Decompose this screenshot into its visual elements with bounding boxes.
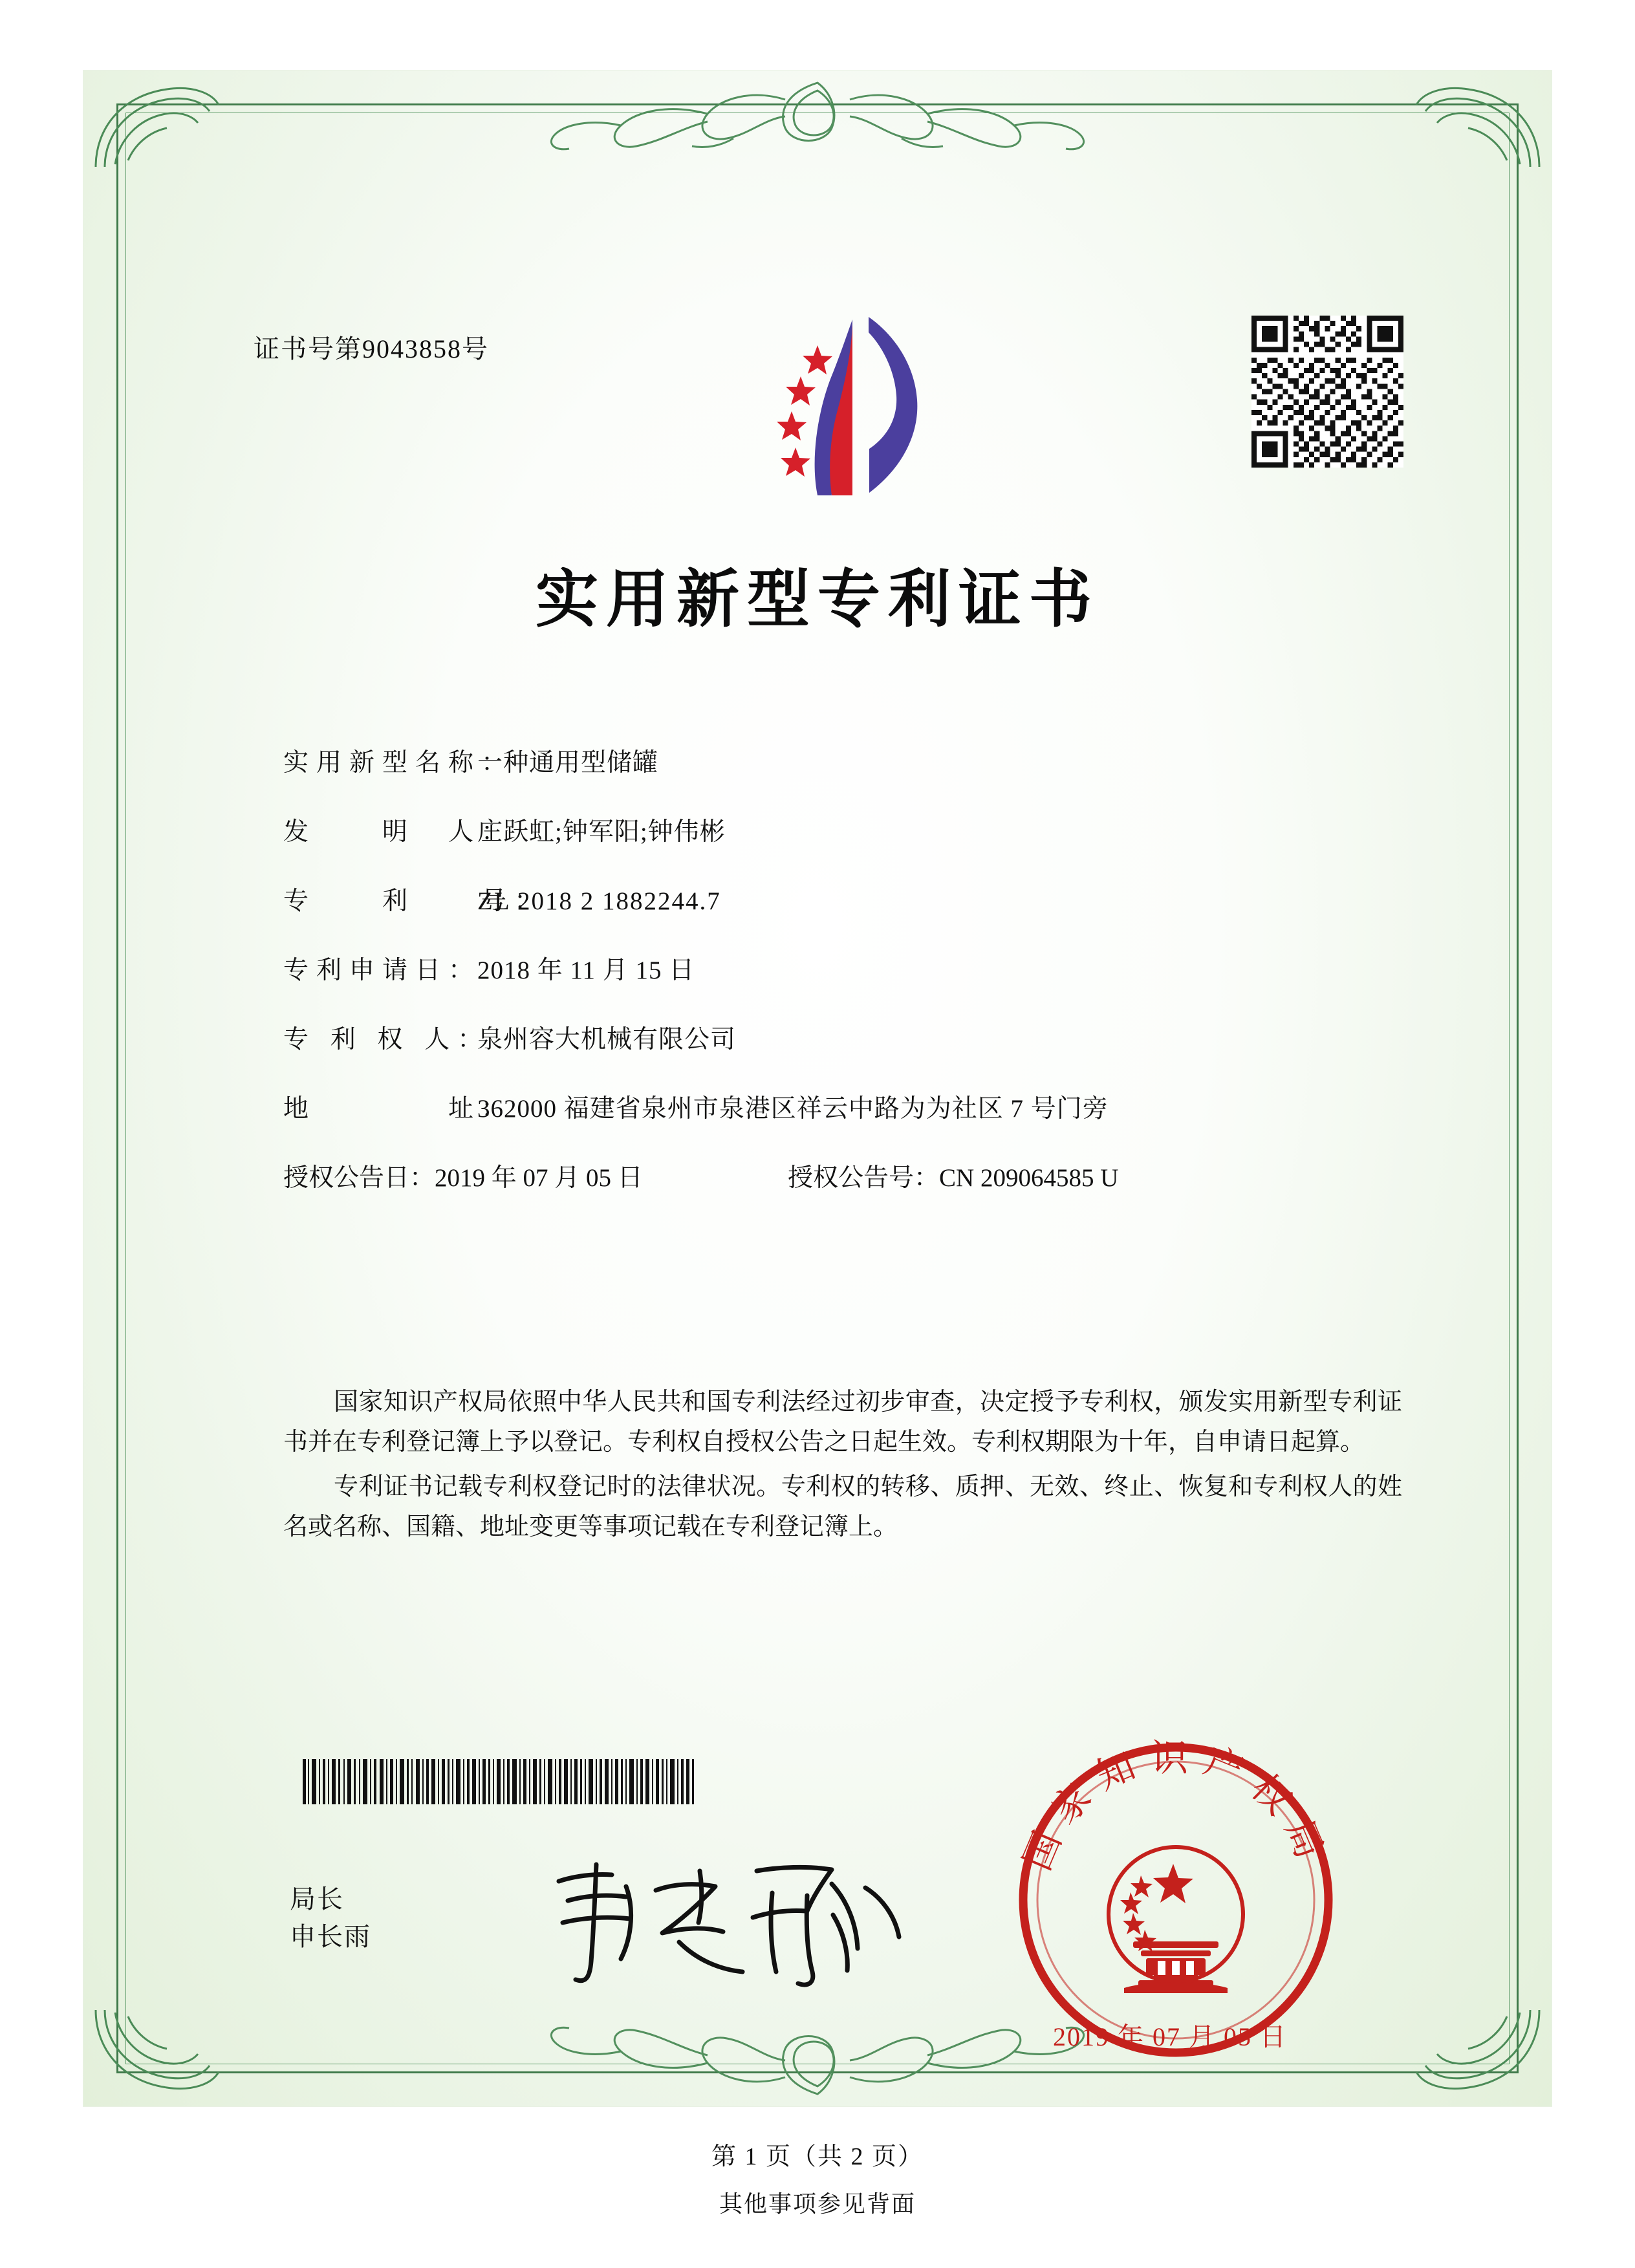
certificate-number: 证书号第9043858号 xyxy=(254,334,489,363)
field-row-grant xyxy=(283,1158,1403,1194)
handwritten-signature xyxy=(529,1845,930,1994)
commissioner-block xyxy=(290,1881,371,1956)
commissioner-name: 申长雨 xyxy=(290,1922,371,1951)
back-note: 其他事项参见背面 xyxy=(719,2191,916,2217)
grant-number-label: 授权公告号： xyxy=(788,1164,940,1192)
legal-text xyxy=(283,1383,1402,1552)
cnipa-logo-icon xyxy=(755,309,969,503)
page-title: 实用新型专利证书 xyxy=(536,562,1099,636)
field-row-patent-number xyxy=(283,881,1403,917)
commissioner-title: 局长 xyxy=(290,1885,344,1914)
field-label: 发 明 人： xyxy=(283,818,515,846)
field-row-application-date xyxy=(283,950,1403,986)
field-label: 专 利 号： xyxy=(283,887,548,915)
page-footer: 第 1 页（共 2 页） xyxy=(711,2143,924,2170)
paragraph-2: 专利证书记载专利权登记时的法律状况。专利权的转移、质押、无效、终止、恢复和专利权人的姓名或名称、国籍、地址变更等事项记载在专利登记簿上。 xyxy=(283,1473,1402,1540)
field-row-address xyxy=(283,1088,1403,1125)
field-value: 一种通用型储罐 xyxy=(477,749,659,777)
field-label: 实用新型名称： xyxy=(283,749,515,777)
field-label: 专利申请日： xyxy=(283,956,482,984)
field-value: ZL 2018 2 1882244.7 xyxy=(477,887,721,915)
grant-date-value: 2019 年 07 月 05 日 xyxy=(435,1164,643,1192)
patent-certificate xyxy=(83,70,1552,2170)
field-value: 泉州容大机械有限公司 xyxy=(477,1026,737,1053)
field-value: 庄跃虹;钟军阳;钟伟彬 xyxy=(477,818,726,846)
barcode xyxy=(303,1759,697,1804)
grant-number-value: CN 209064585 U xyxy=(939,1164,1119,1192)
field-value: 2018 年 11 月 15 日 xyxy=(477,956,695,984)
paragraph-1: 国家知识产权局依照中华人民共和国专利法经过初步审查，决定授予专利权，颁发实用新型专利证书并在专利登记簿上予以登记。专利权自授权公告之日起生效。专利权期限为十年，自申请日起算。 xyxy=(283,1388,1402,1456)
field-label: 地 址： xyxy=(283,1095,515,1123)
field-value: 362000 福建省泉州市泉港区祥云中路为为社区 7 号门旁 xyxy=(477,1095,1109,1123)
grant-date-label: 授权公告日： xyxy=(283,1164,435,1192)
field-list xyxy=(283,742,1403,1225)
svg-text:国家知识产权局: 国家知识产权局 xyxy=(1014,1736,1337,1877)
field-row-inventors xyxy=(283,812,1403,848)
field-label: 专 利 权 人： xyxy=(283,1026,491,1053)
seal-date: 2019 年 07 月 05 日 xyxy=(1053,2022,1287,2051)
field-row-patentee xyxy=(283,1019,1403,1055)
field-row-utility-model-name xyxy=(283,742,1403,779)
qr-code xyxy=(1251,316,1403,468)
